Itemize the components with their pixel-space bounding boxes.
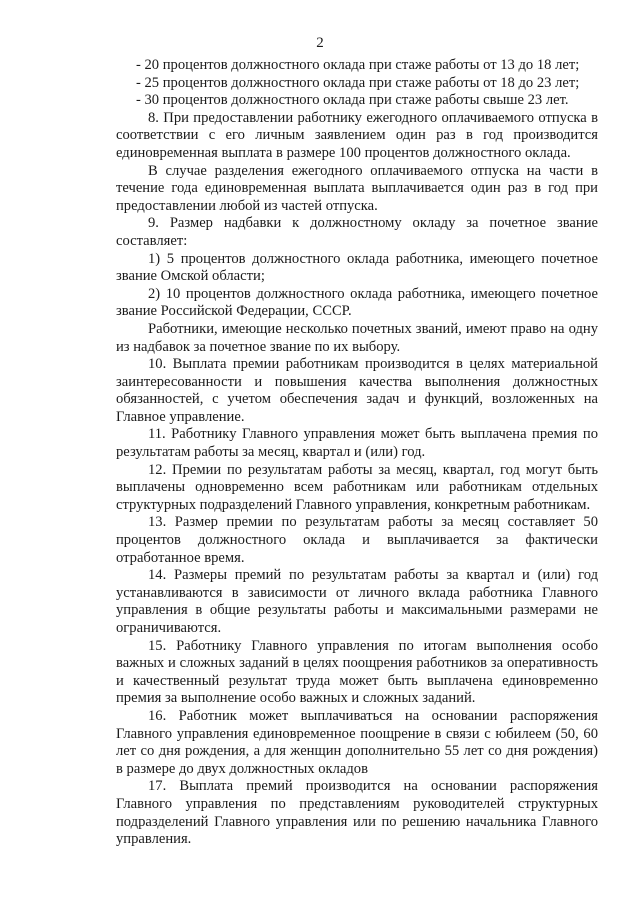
clause-9: 9. Размер надбавки к должностному окладу за почетное звание составляет: xyxy=(116,215,598,249)
clause-12: 12. Премии по результатам работы за месяц, квартал, год могут быть выплачены одновременно всем работникам или работникам отдельных структурных подразделений Главного управления, конкретным работникам. xyxy=(116,461,598,513)
clause-13: 13. Размер премии по результатам работы за месяц составляет 50 процентов должностного оклада и выплачивается за фактически отработанное время. xyxy=(116,514,598,566)
clause-10: 10. Выплата премии работникам производится в целях материальной заинтересованности и повышения качества выполнения должностных обязанностей, с учетом обеспечения задач и функций, возложенных на Главное управление. xyxy=(116,356,598,425)
list-item-seniority-20: - 20 процентов должностного оклада при стаже работы от 13 до 18 лет; xyxy=(136,57,580,73)
clause-8: 8. При предоставлении работнику ежегодного оплачиваемого отпуска в соответствии с его личным заявлением один раз в год производится единовременная выплата в размере 100 процентов должностного оклада. xyxy=(116,109,598,161)
clause-16: 16. Работник может выплачиваться на основании распоряжения Главного управления единовременное поощрение в связи с юбилеем (50, 60 лет со дня рождения, а для женщин дополнительно 55 лет со дня рождения) в размере до двух должностных окладов xyxy=(116,707,598,777)
clause-11: 11. Работнику Главного управления может быть выплачена премия по результатам работы за месяц, квартал и (или) год. xyxy=(116,426,598,461)
clause-9-item-1: 1) 5 процентов должностного оклада работника, имеющего почетное звание Омской области; xyxy=(116,250,598,285)
page-number: 2 xyxy=(316,35,324,51)
clause-17: 17. Выплата премий производится на основании распоряжения Главного управления по представлениям руководителей структурных подразделений Главного управления или по решению начальника Главного управления. xyxy=(116,778,598,848)
document-body xyxy=(116,57,598,849)
clause-9-item-2: 2) 10 процентов должностного оклада работника, имеющего почетное звание Российской Федерации, СССР. xyxy=(116,285,598,320)
clause-14: 14. Размеры премий по результатам работы за квартал и (или) год устанавливаются в зависимости от личного вклада работника Главного управления в общие результаты работы и максимальными размерами не ограничиваются. xyxy=(116,567,598,636)
list-item-seniority-30: - 30 процентов должностного оклада при стаже работы свыше 23 лет. xyxy=(136,92,569,109)
list-item-seniority-25: - 25 процентов должностного оклада при стаже работы от 18 до 23 лет; xyxy=(136,74,580,91)
clause-8-continuation: В случае разделения ежегодного оплачиваемого отпуска на части в течение года единовременная выплата выплачивается один раз в год при предоставлении любой из частей отпуска. xyxy=(116,162,598,214)
clause-15: 15. Работнику Главного управления по итогам выполнения особо важных и сложных заданий в целях поощрения работников за оперативность и качественный результат труда может быть выплачена единовременно премия за выполнение особо важных и сложных заданий. xyxy=(116,637,598,707)
clause-9-note: Работники, имеющие несколько почетных званий, имеют право на одну из надбавок за почетное звание по их выбору. xyxy=(116,320,598,355)
